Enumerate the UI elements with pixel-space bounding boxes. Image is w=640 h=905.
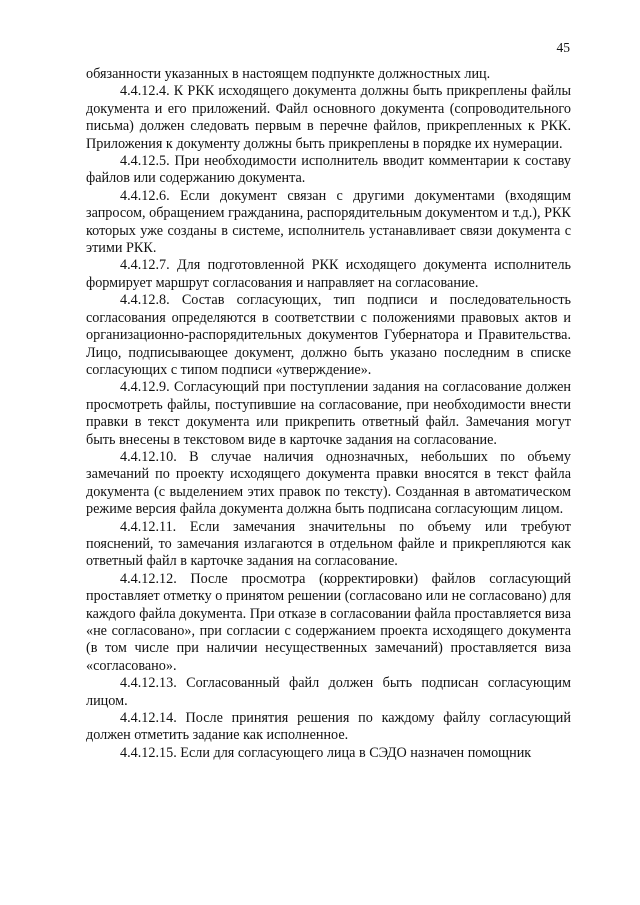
paragraph-4-4-12-11: 4.4.12.11. Если замечания значительны по объему или требуют пояснений, то замечания излагаются в отдельном файле и прикрепляются как ответный файл в карточке задания на согласование. xyxy=(86,518,571,570)
paragraph-4-4-12-10: 4.4.12.10. В случае наличия однозначных, небольших по объему замечаний по проекту исходящего документа правки вносятся в текст файла документа (с выделением этих правок по тексту). Созданная в автоматическом режиме версия файла документа должна быть подписана согласующим лицом. xyxy=(86,448,571,518)
page-number: 45 xyxy=(556,40,570,55)
paragraph-4-4-12-13: 4.4.12.13. Согласованный файл должен быть подписан согласующим лицом. xyxy=(86,675,571,709)
paragraph-4-4-12-15: 4.4.12.15. Если для согласующего лица в СЭДО назначен помощник xyxy=(120,744,532,761)
paragraph-4-4-12-5: 4.4.12.5. При необходимости исполнитель вводит комментарии к составу файлов или содержанию документа. xyxy=(86,153,571,187)
paragraph-4-4-12-12: 4.4.12.12. После просмотра (корректировки) файлов согласующий проставляет отметку о принятом решении (согласовано или не согласовано) для каждого файла документа. При отказе в согласовании файла проставляется виза «не согласовано», при согласии с содержанием проекта исходящего документа (в том числе при наличии несущественных замечаний) проставляется виза «согласовано». xyxy=(86,570,571,674)
paragraph-4-4-12-8: 4.4.12.8. Состав согласующих, тип подписи и последовательность согласования определяются в соответствии с положениями правовых актов и организационно-распорядительных документов Губернатора и Правительства. Лицо, подписывающее документ, должно быть указано последним в списке согласующих с типом подписи «утверждение». xyxy=(86,292,571,378)
paragraph-4-4-12-7: 4.4.12.7. Для подготовленной РКК исходящего документа исполнитель формирует маршрут согласования и направляет на согласование. xyxy=(86,257,571,291)
paragraph-4-4-12-4: 4.4.12.4. К РКК исходящего документа должны быть прикреплены файлы документа и его приложений. Файл основного документа (сопроводительного письма) должен следовать первым в перечне файлов, прикрепленных к РКК. Приложения к документу должны быть прикреплены в порядке их нумерации. xyxy=(86,83,571,152)
document-body xyxy=(86,66,571,762)
paragraph-4-4-12-6: 4.4.12.6. Если документ связан с другими документами (входящим запросом, обращением гражданина, распорядительным документом и т.д.), РКК которых уже созданы в системе, исполнитель устанавливает связи документа с этими РКК. xyxy=(86,187,571,257)
paragraph-4-4-12-14: 4.4.12.14. После принятия решения по каждому файлу согласующий должен отметить задание как исполненное. xyxy=(86,710,571,744)
paragraph-continuation: обязанности указанных в настоящем подпункте должностных лиц. xyxy=(86,66,491,82)
paragraph-4-4-12-9: 4.4.12.9. Согласующий при поступлении задания на согласование должен просмотреть файлы, поступившие на согласование, при необходимости внести правки в текст документа или прикрепить ответный файл. Замечания могут быть внесены в текстовом виде в карточке задания на согласование. xyxy=(86,379,571,448)
